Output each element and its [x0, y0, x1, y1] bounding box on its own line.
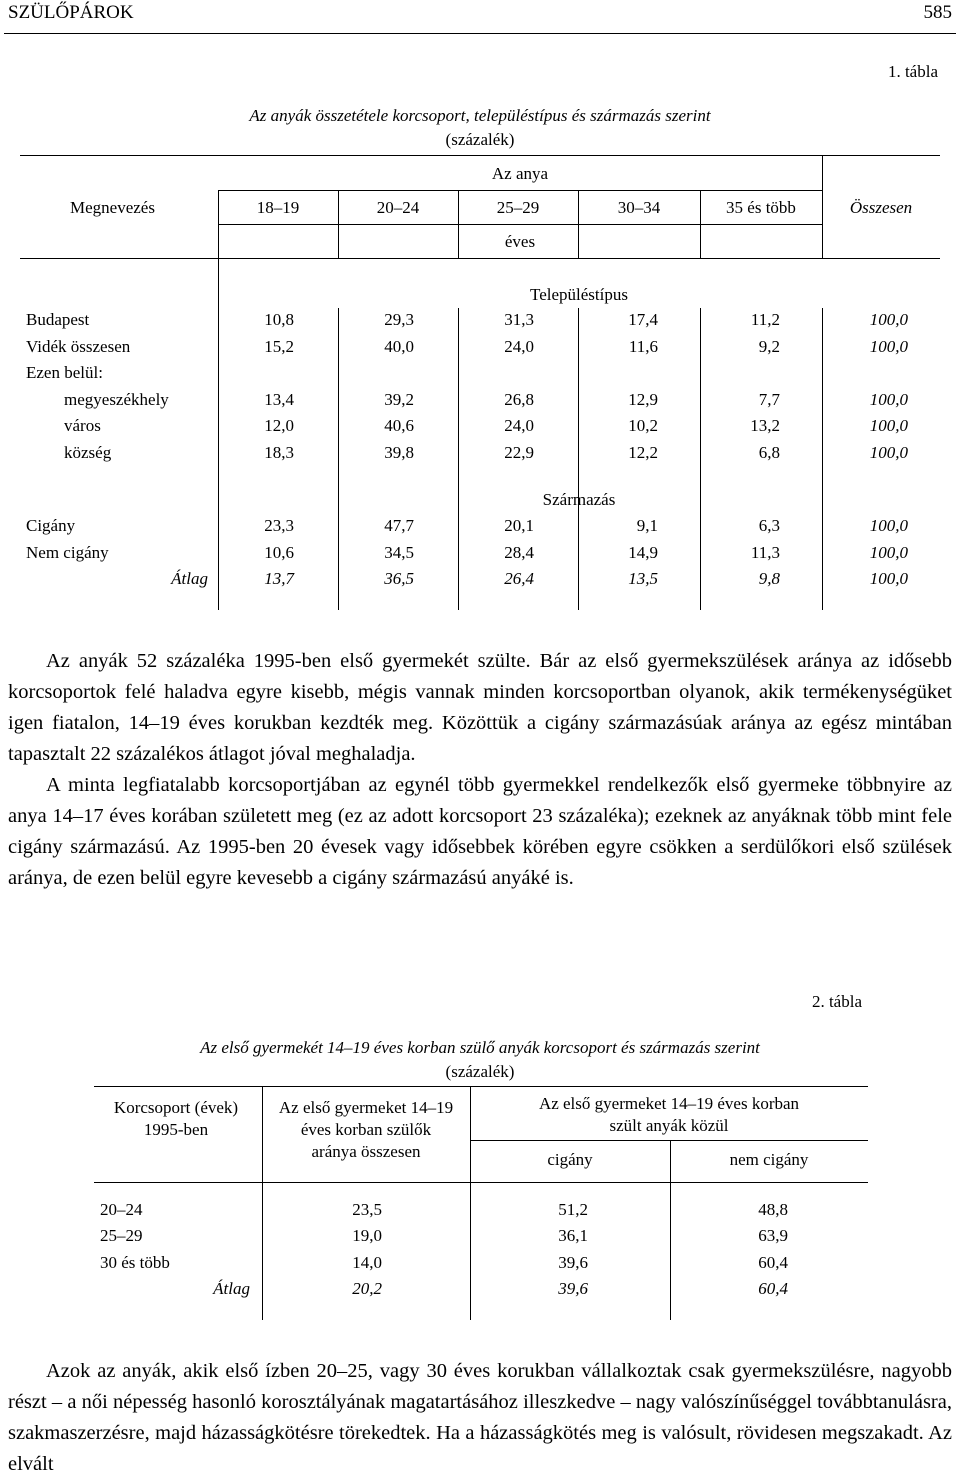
table-cell: 23,5 [352, 1200, 382, 1219]
table-1-header-bottom-rule [20, 258, 940, 259]
row-label: 20–24 [100, 1200, 143, 1219]
table-cell: 6,3 [758, 516, 780, 535]
table-cell: 51,2 [558, 1200, 588, 1219]
table-cell-total: 100,0 [869, 310, 908, 329]
table-cell: 14,0 [352, 1253, 382, 1272]
body-column-divider [822, 308, 823, 610]
group-header-underline [218, 190, 822, 191]
table-cell: 12,0 [264, 416, 294, 435]
table-cell: 22,9 [504, 443, 534, 462]
col-header-age-group: Korcsoport (évek) [113, 1098, 239, 1117]
row-label: Cigány [26, 516, 76, 535]
table-cell: 60,4 [758, 1253, 788, 1272]
table-cell: 20,1 [504, 516, 534, 535]
column-header: 18–19 [256, 198, 300, 217]
table-2-unit: (százalék) [445, 1062, 515, 1081]
row-label: megyeszékhely [64, 390, 169, 409]
col-header-roma: cigány [547, 1150, 593, 1169]
table-cell: 11,6 [628, 337, 658, 356]
column-header: 30–34 [617, 198, 661, 217]
body-text-1 [8, 646, 952, 894]
row-label-average: Átlag [213, 1279, 250, 1298]
body-text-2 [8, 1356, 952, 1480]
table-cell: 10,6 [264, 543, 294, 562]
col-header-total-share: éves korban szülők [300, 1120, 432, 1139]
column-header: 25–29 [496, 198, 540, 217]
table-cell: 40,6 [384, 416, 414, 435]
table-1-label: 1. tábla [887, 62, 938, 81]
col-group-underline [470, 1140, 868, 1141]
column-divider [458, 190, 459, 258]
col-header-total-share: aránya összesen [311, 1142, 421, 1161]
table-cell: 12,2 [628, 443, 658, 462]
table-cell: 17,4 [628, 310, 658, 329]
body-column-divider [700, 308, 701, 610]
table-cell: 36,1 [558, 1226, 588, 1245]
row-label: Nem cigány [26, 543, 109, 562]
table-cell: 48,8 [758, 1200, 788, 1219]
row-header-label: Megnevezés [70, 198, 155, 217]
table-cell: 34,5 [384, 543, 414, 562]
total-column-header: Összesen [849, 198, 913, 217]
table-cell-total: 100,0 [869, 390, 908, 409]
table-cell: 6,8 [758, 443, 780, 462]
column-divider [700, 190, 701, 258]
table-cell: 9,1 [636, 516, 658, 535]
col-header-age-group: 1995-ben [143, 1120, 209, 1139]
row-label: Vidék összesen [26, 337, 131, 356]
paragraph: Az anyák 52 százaléka 1995-ben első gyermekét szülte. Bár az első gyermekszülések aránya az idősebb korcsoportok felé haladva egyre kisebb, mégis vannak minden korcsoportban olyanok, akik termékenységüket igen fiatalon, 14–19 éves korukban kezdték meg. Közöttük a cigány származásúak aránya az egész mintában tapasztalt 22 százalékos átlagot jóval meghaladja. [8, 650, 952, 765]
row-label-average: Átlag [171, 569, 208, 588]
table-cell-total: 100,0 [869, 416, 908, 435]
paragraph: A minta legfiatalabb korcsoportjában az egynél több gyermekkel rendelkezők első gyermeke többnyire az anya 14–17 éves korában született meg (ez az adott korcsoport 23 százaléka); ezeknek az anyáknak több mint fele cigány származású. Az 1995-ben 20 évesek vagy idősebbek körében egyre csökken a serdülőkori első szülések aránya, de ezen belül egyre kevesebb a cigány származású anyáké is. [8, 774, 952, 889]
age-unit-label: éves [504, 232, 536, 251]
section-heading-origin: Származás [542, 490, 616, 509]
table-cell: 13,2 [750, 416, 780, 435]
column-divider [670, 1140, 671, 1320]
table-cell: 14,9 [628, 543, 658, 562]
column-divider [262, 1086, 263, 1320]
column-header-underline [218, 224, 822, 225]
table-cell: 31,3 [504, 310, 534, 329]
table-cell: 12,9 [628, 390, 658, 409]
table-cell: 10,8 [264, 310, 294, 329]
table-cell-total: 100,0 [869, 443, 908, 462]
table-cell-total: 100,0 [869, 337, 908, 356]
row-label: 25–29 [100, 1226, 143, 1245]
col-header-non-roma: nem cigány [729, 1150, 809, 1169]
row-label: Budapest [26, 310, 90, 329]
row-label: 30 és több [100, 1253, 170, 1272]
table-cell: 9,2 [758, 337, 780, 356]
table-cell: 26,8 [504, 390, 534, 409]
table-cell-total: 100,0 [869, 569, 908, 588]
table-cell-average: 26,4 [504, 569, 534, 588]
column-divider [470, 1086, 471, 1320]
column-divider [338, 190, 339, 258]
column-divider [578, 190, 579, 258]
table-1-unit: (százalék) [445, 130, 515, 149]
table-cell-total: 100,0 [869, 516, 908, 535]
table-2-title: Az első gyermekét 14–19 éves korban szülő anyák korcsoport és származás szerint [200, 1038, 760, 1057]
table-cell-average: 60,4 [758, 1279, 788, 1298]
table-cell: 29,3 [384, 310, 414, 329]
table-1-title: Az anyák összetétele korcsoport, településtípus és származás szerint [249, 106, 711, 125]
table-2-header-bottom-rule [94, 1182, 868, 1183]
table-cell: 13,4 [264, 390, 294, 409]
running-title: SZÜLŐPÁROK [8, 2, 134, 23]
col-header-total-share: Az első gyermeket 14–19 [278, 1098, 454, 1117]
table-cell: 63,9 [758, 1226, 788, 1245]
table-cell: 24,0 [504, 337, 534, 356]
column-divider [218, 190, 219, 258]
table-cell: 19,0 [352, 1226, 382, 1245]
row-label: község [64, 443, 112, 462]
header-rule [4, 33, 956, 34]
table-cell-average: 13,7 [264, 569, 294, 588]
table-cell: 11,2 [750, 310, 780, 329]
paragraph: Azok az anyák, akik első ízben 20–25, vagy 30 éves korukban vállalkoztak csak gyermekszülésre, nagyobb részt – a női népesség hasonló korosztályának magatartásához illeszkedve – nagy valószínűséggel továbbtanulásra, szakmaszerzésre, majd házasságkötésre törekedtek. Ha a házasságkötés meg is valósult, rövidesen megszakadt. Az elvált [8, 1360, 952, 1475]
table-cell: 11,3 [750, 543, 780, 562]
table-cell-average: 9,8 [758, 569, 780, 588]
row-label: Ezen belül: [26, 363, 103, 382]
table-cell-average: 36,5 [384, 569, 414, 588]
body-column-divider [578, 308, 579, 610]
row-label: város [64, 416, 101, 435]
table-cell-total: 100,0 [869, 543, 908, 562]
table-cell: 28,4 [504, 543, 534, 562]
group-header-mother: Az anya [491, 164, 549, 183]
table-1-top-rule [20, 155, 940, 156]
column-header: 20–24 [376, 198, 420, 217]
table-cell: 39,6 [558, 1253, 588, 1272]
section-heading-settlement-type: Településtípus [530, 285, 628, 304]
table-cell: 39,2 [384, 390, 414, 409]
page-number: 585 [923, 2, 952, 23]
body-column-divider [338, 308, 339, 610]
table-cell: 15,2 [264, 337, 294, 356]
table-cell: 39,8 [384, 443, 414, 462]
table-cell: 10,2 [628, 416, 658, 435]
table-cell: 24,0 [504, 416, 534, 435]
col-group-header: szült anyák közül [609, 1116, 729, 1135]
column-header: 35 és több [726, 198, 796, 217]
body-column-divider [458, 308, 459, 610]
table-cell: 47,7 [384, 516, 414, 535]
col-group-header: Az első gyermeket 14–19 éves korban [538, 1094, 800, 1113]
table-cell: 40,0 [384, 337, 414, 356]
table-cell-average: 13,5 [628, 569, 658, 588]
table-2-label: 2. tábla [811, 992, 862, 1011]
column-divider [822, 155, 823, 258]
table-cell: 23,3 [264, 516, 294, 535]
table-cell-average: 20,2 [352, 1279, 382, 1298]
table-cell: 18,3 [264, 443, 294, 462]
table-cell-average: 39,6 [558, 1279, 588, 1298]
body-column-divider [218, 258, 219, 610]
table-2-top-rule [94, 1086, 868, 1087]
table-cell: 7,7 [758, 390, 780, 409]
